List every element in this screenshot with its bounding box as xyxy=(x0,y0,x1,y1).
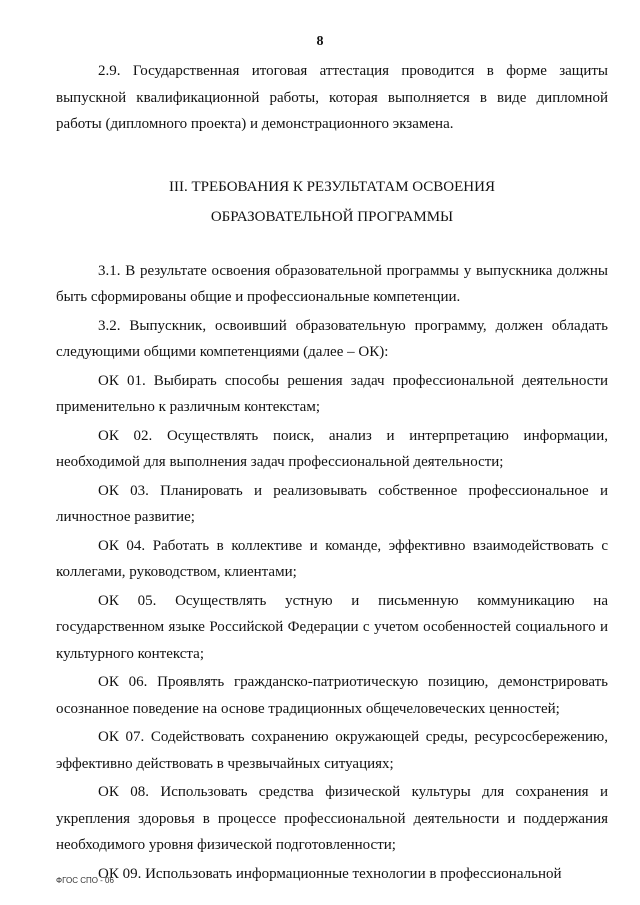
competency-ok-08: ОК 08. Использовать средства физической культуры для сохранения и укрепления здоровья в процессе профессиональной деятельности и поддержания необходимого уровня физической подготовленности; xyxy=(56,784,608,853)
section-heading-line-2: ОБРАЗОВАТЕЛЬНОЙ ПРОГРАММЫ xyxy=(210,208,454,225)
competency-ok-06: ОК 06. Проявлять гражданско-патриотическую позицию, демонстрировать осознанное поведение на основе традиционных общечеловеческих ценностей; xyxy=(56,674,608,717)
section-heading xyxy=(56,172,608,232)
competency-ok-01: ОК 01. Выбирать способы решения задач профессиональной деятельности применительно к различным контекстам; xyxy=(56,372,608,415)
competency-ok-09: ОК 09. Использовать информационные технологии в профессиональной xyxy=(98,865,562,882)
competency-ok-04: ОК 04. Работать в коллективе и команде, эффективно взаимодействовать с коллегами, руководством, клиентами; xyxy=(56,537,608,580)
paragraph-3-1: 3.1. В результате освоения образовательной программы у выпускника должны быть сформированы общие и профессиональные компетенции. xyxy=(56,262,608,305)
competency-ok-05: ОК 05. Осуществлять устную и письменную коммуникацию на государственном языке Российской Федерации с учетом особенностей социального и культурного контекста; xyxy=(56,592,608,662)
document-footer: ФГОС СПО - 06 xyxy=(56,876,114,885)
section-heading-line-1: III. ТРЕБОВАНИЯ К РЕЗУЛЬТАТАМ ОСВОЕНИЯ xyxy=(169,178,495,195)
paragraph-2-9: 2.9. Государственная итоговая аттестация проводится в форме защиты выпускной квалификационной работы, которая выполняется в виде дипломной работы (дипломного проекта) и демонстрационного экзамена. xyxy=(56,63,608,132)
competency-ok-02: ОК 02. Осуществлять поиск, анализ и интерпретацию информации, необходимой для выполнения задач профессиональной деятельности; xyxy=(56,427,608,470)
competency-ok-03: ОК 03. Планировать и реализовывать собственное профессиональное и личностное развитие; xyxy=(56,482,608,525)
paragraph-3-2: 3.2. Выпускник, освоивший образовательную программу, должен обладать следующими общими компетенциями (далее – ОК): xyxy=(56,317,608,360)
page-number: 8 xyxy=(316,34,324,49)
competency-ok-07: ОК 07. Содействовать сохранению окружающей среды, ресурсосбережению, эффективно действовать в чрезвычайных ситуациях; xyxy=(56,729,608,772)
page-content xyxy=(56,58,608,887)
